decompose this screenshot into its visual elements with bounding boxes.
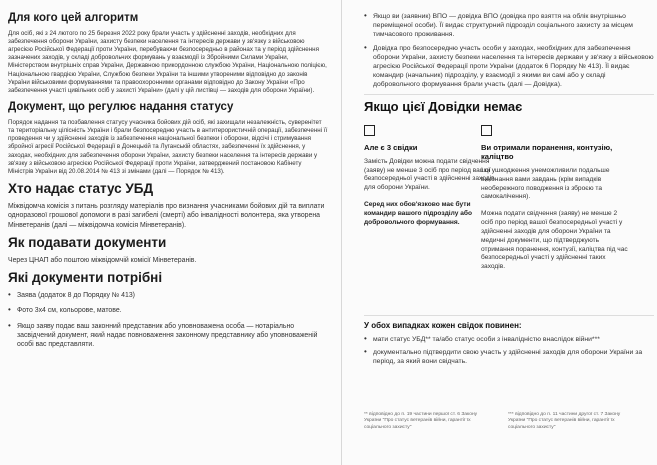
extra-documents-list <box>364 12 654 89</box>
checkbox-icon <box>364 125 375 136</box>
section-text-regulation: Порядок надання та позбавлення статусу учасника бойових дій осіб, які захищали незалежність, суверенітет та територіальну цілісність України і брали безпосередню участь в антитерористичній операції, забезпеченні її проведення чи у здійсненні заходів із забезпечення національної безпеки і оборони, відсічі і стримування збройної агресії Російської Федерації в Донецькій та Луганській областях, забезпеченні їх здійснення, у заходах, необхідних для забезпечення оборони України, захисту безпеки населення та інтересів держави у зв'язку з військовою агресією Російської Федерації проти України, затверджений постановою Кабінету Міністрів України від 20.08.2014 № 413 зі змінами (далі — Порядок № 413). <box>8 118 328 175</box>
section-title-no-certificate: Якщо цієї Довідки немає <box>364 99 523 115</box>
option-title: Ви отримали поранення, контузію, каліцтво <box>481 142 613 161</box>
option-note: Можна подати свідчення (заяву) не менше 2 осіб про період вашої безпосередньої участі у здійсненні заходів для оборони України та медичні документи, що підтверджують отримання поранення, контузії, каліцтва під час безпосередньої участі у здійсненні таких заходів. <box>481 210 628 271</box>
left-column <box>8 12 328 355</box>
alternatives <box>364 125 654 310</box>
option-injury <box>481 125 631 280</box>
footnote-ubd: ** відповідно до п. 19 частини першої ст. 6 Закону України "Про статус ветеранів війни, гарантії їх соціального захисту" <box>364 412 478 430</box>
witness-requirements-list <box>364 335 654 367</box>
list-item: • Якщо ви (заявник) ВПО — довідка ВПО (довідка про взяття на облік внутрішньо переміщеної особи). Її видає структурний підрозділ соціального захисту за місцем тимчасового проживання. <box>364 12 654 40</box>
checkbox-icon <box>481 125 492 136</box>
column-divider <box>341 0 342 465</box>
witness-requirements-title: У обох випадках кожен свідок повинен: <box>364 320 522 330</box>
section-text-audience: Для осіб, які з 24 лютого по 25 березня 2022 року брали участь у здійсненні заходів, необхідних для забезпечення оборони України, захисту безпеки населення та інтересів держави у зв'язку з військовою агресією Російської Федерації проти України, перебуваючи безпосередньо в районах та у період здійснення зазначених заходів, у складі добровольчих формувань у взаємодії із Збройними Силами України, Міністерством внутрішніх справ України, Державною прикордонною службою України, Національною поліцією, Національною гвардією України, Службою безпеки України та іншими утвореними відповідно до законів України військовими формуваннями та правоохоронними органами відповідно до Закону України «Про забезпечення участі цивільних осіб у захисті України» (далі у цій листівці — заходів для оборони України). <box>8 29 327 94</box>
option-title: Але є 3 свідки <box>364 142 418 152</box>
list-item: • Заява (додаток 8 до Порядку № 413) <box>8 291 328 300</box>
option-note: Серед них обов'язково має бути командир вашого підрозділу або добровольчого формування. <box>364 201 473 226</box>
right-column <box>364 12 654 370</box>
option-text: І ці ушкодження унеможливили подальше виконання вами завдань (крім випадків необережного поводження із зброєю та самокалічення). <box>481 166 610 201</box>
section-title-regulation: Документ, що регулює надання статусу <box>8 101 234 114</box>
list-item: • документально підтвердити свою участь у здійсненні заходів для оборони України за період, за який вони свідчать. <box>364 348 654 366</box>
section-title-documents: Які документи потрібні <box>8 270 163 286</box>
list-item: • Фото 3х4 см, кольорове, матове. <box>8 306 328 315</box>
list-item: • Довідка про безпосередню участь особи у заходах, необхідних для забезпечення оборони України, захисту безпеки населення та інтересів держави у зв'язку з військовою агресією Російської Федерації проти України (додаток 6 Порядку № 413). Її видає командир (начальник) підрозділу, у взаємодії з якими ви самі або у складі добровольчого формування брали участь (далі — Довідка). <box>364 44 654 90</box>
list-item: • Якщо заяву подає ваш законний представник або уповноважена особа — нотаріально засвідчений документ, який надає повноваження законному представнику або уповноваженій особі вас представляти. <box>8 322 328 350</box>
footnote-disability: *** відповідно до п. 11 частини другої ст. 7 Закону України "Про статус ветеранів війни, гарантії їх соціального захисту" <box>508 412 621 430</box>
list-item: • мати статус УБД** та/або статус особи з інвалідністю внаслідок війни*** <box>364 335 654 344</box>
separator <box>364 94 654 95</box>
section-text-authority: Міжвідомча комісія з питань розгляду матеріалів про визнання учасниками бойових дій та виплати одноразової грошової допомоги в разі загибелі (смерті) або інвалідності волонтера, яка утворена Мінветеранів (далі — міжвідомча комісія Мінветеранів). <box>8 202 325 229</box>
section-title-authority: Хто надає статус УБД <box>8 181 154 197</box>
separator <box>364 315 654 316</box>
section-title-how-to-submit: Як подавати документи <box>8 234 167 250</box>
option-witnesses <box>364 125 499 236</box>
section-title-audience: Для кого цей алгоритм <box>8 12 139 24</box>
option-text: Замість Довідки можна подати свідчення (заяву) не менше 3 осіб про період вашої безпосередньої участі в здійсненні заходів для оборони України. <box>364 157 495 192</box>
section-text-how-to-submit: Через ЦНАП або поштою міжвідомчій комісії Мінветеранів. <box>8 256 197 264</box>
documents-list <box>8 291 328 350</box>
